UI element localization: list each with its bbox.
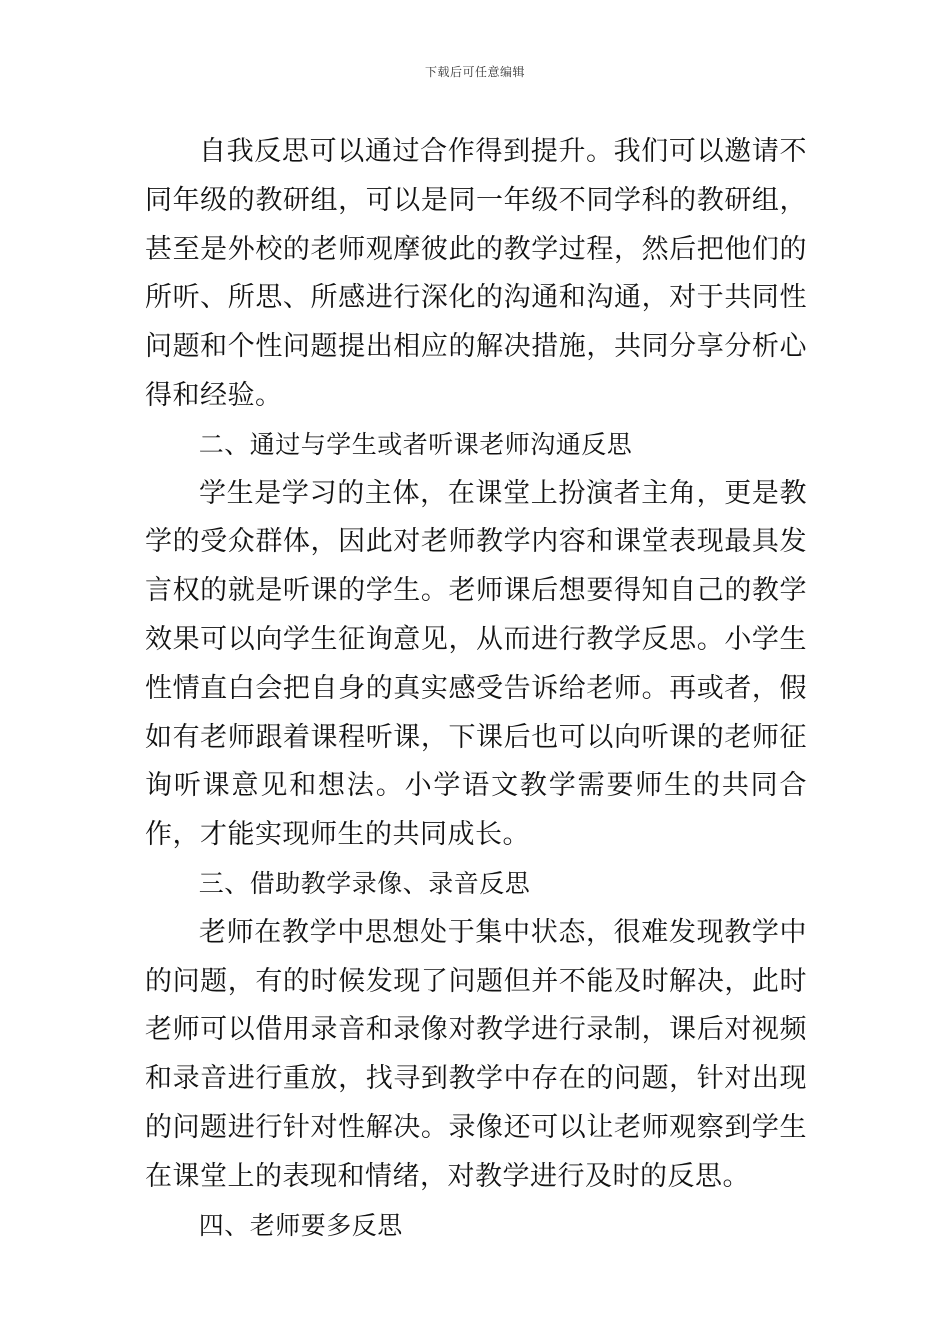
paragraph-students: 学生是学习的主体，在课堂上扮演者主角，更是教学的受众群体，因此对老师教学内容和课堂表现最具发言权的就是听课的学生。老师课后想要得知自己的教学效果可以向学生征询意见，从而进行教学反思。小学生性情直白会把自身的真实感受告诉给老师。再或者，假如有老师跟着课程听课，下课后也可以向听课的老师征询听课意见和想法。小学语文教学需要师生的共同合作，才能实现师生的共同成长。 xyxy=(145,477,807,851)
paragraph-collaboration: 自我反思可以通过合作得到提升。我们可以邀请不同年级的教研组，可以是同一年级不同学科的教研组，甚至是外校的老师观摩彼此的教学过程，然后把他们的所听、所思、所感进行深化的沟通和沟通，对于共同性问题和个性问题提出相应的解决措施，共同分享分析心得和经验。 xyxy=(145,136,807,411)
document-body xyxy=(145,128,807,1250)
section-heading-4: 四、老师要多反思 xyxy=(198,1210,403,1240)
section-heading-3: 三、借助教学录像、录音反思 xyxy=(198,868,531,898)
paragraph-recording: 老师在教学中思想处于集中状态，很难发现教学中的问题，有的时候发现了问题但并不能及时解决，此时老师可以借用录音和录像对教学进行录制，课后对视频和录音进行重放，找寻到教学中存在的问题，针对出现的问题进行针对性解决。录像还可以让老师观察到学生在课堂上的表现和情绪，对教学进行及时的反思。 xyxy=(145,916,807,1192)
section-heading-2: 二、通过与学生或者听课老师沟通反思 xyxy=(198,429,633,459)
page-header: 下载后可任意编辑 xyxy=(424,65,525,79)
